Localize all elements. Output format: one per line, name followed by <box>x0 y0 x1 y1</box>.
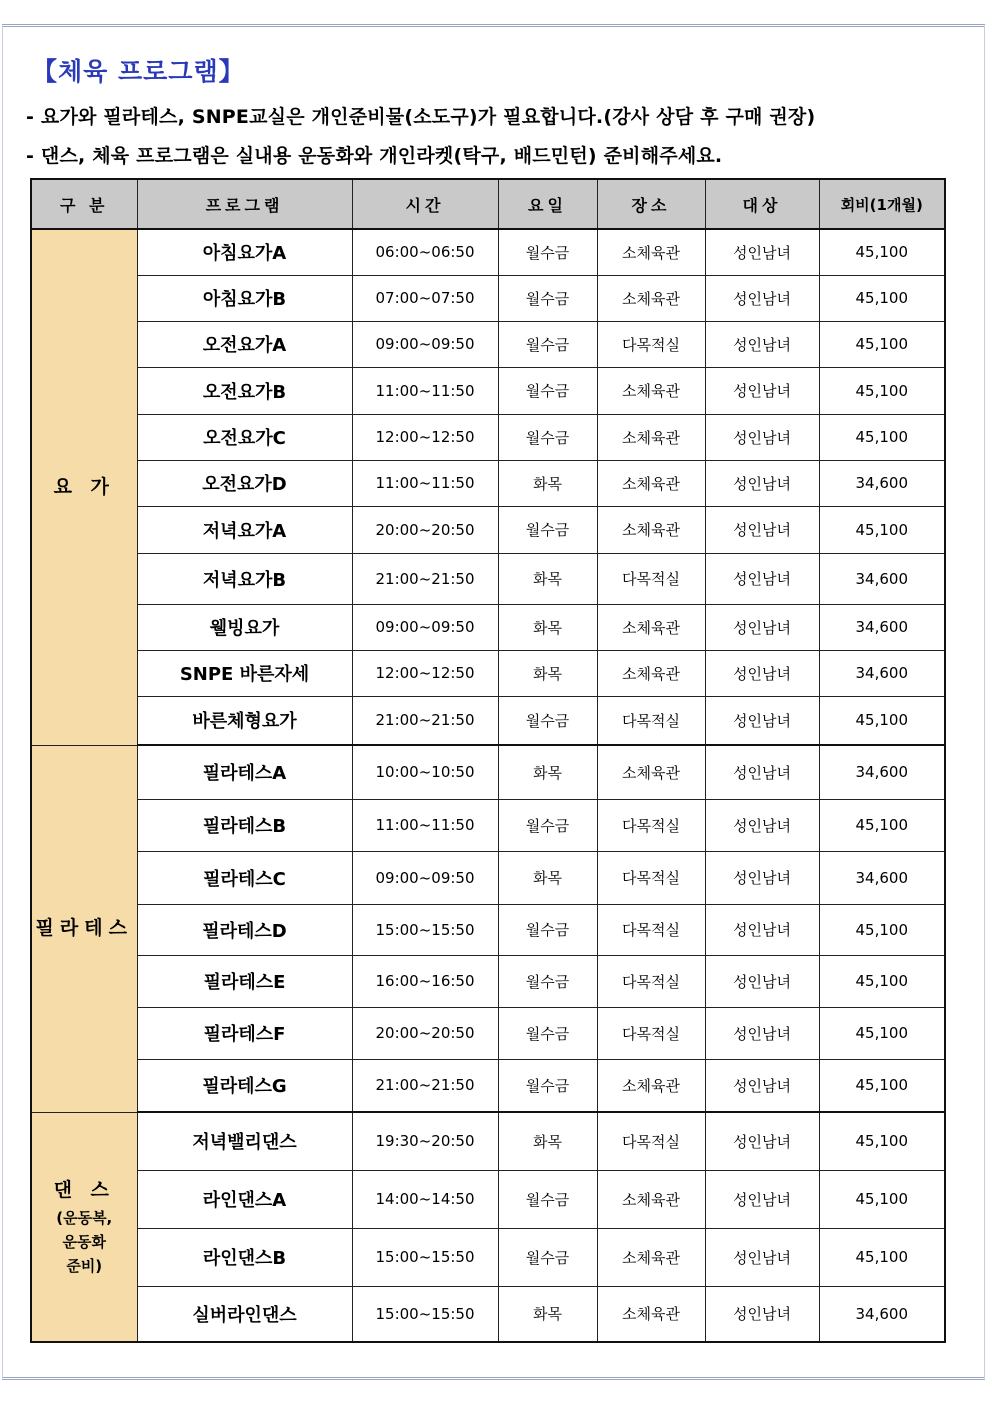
program-place: 다목적실 <box>597 799 705 851</box>
program-day: 월수금 <box>498 799 597 851</box>
program-day: 월수금 <box>498 1059 597 1112</box>
header-place: 장소 <box>597 179 705 229</box>
program-place: 다목적실 <box>597 1007 705 1059</box>
program-time: 19:30~20:50 <box>352 1112 498 1170</box>
program-place: 소체육관 <box>597 604 705 650</box>
program-target: 성인남녀 <box>705 367 819 414</box>
program-name: 필라테스D <box>137 904 352 955</box>
program-place: 소체육관 <box>597 1228 705 1286</box>
header-fee: 회비(1개월) <box>819 179 945 229</box>
table-row <box>31 1286 945 1342</box>
program-fee: 34,600 <box>819 851 945 904</box>
program-target: 성인남녀 <box>705 851 819 904</box>
category-note: 운동화 <box>62 1233 106 1252</box>
program-name: 필라테스C <box>137 851 352 904</box>
program-name: 실버라인댄스 <box>137 1286 352 1342</box>
program-fee: 45,100 <box>819 904 945 955</box>
note-shoes: - 댄스, 체육 프로그램은 실내용 운동화와 개인라켓(탁구, 배드민턴) 준비해주세요. <box>26 145 723 167</box>
program-target: 성인남녀 <box>705 506 819 553</box>
program-fee: 45,100 <box>819 1007 945 1059</box>
category-note: 준비) <box>66 1257 103 1276</box>
page-title: 【체육 프로그램】 <box>32 57 245 86</box>
program-target: 성인남녀 <box>705 1170 819 1228</box>
program-place: 소체육관 <box>597 460 705 506</box>
program-time: 16:00~16:50 <box>352 955 498 1007</box>
program-place: 다목적실 <box>597 851 705 904</box>
program-place: 다목적실 <box>597 321 705 367</box>
table-row <box>31 321 945 367</box>
program-time: 12:00~12:50 <box>352 650 498 696</box>
program-fee: 45,100 <box>819 1059 945 1112</box>
program-place: 다목적실 <box>597 1112 705 1170</box>
program-target: 성인남녀 <box>705 1286 819 1342</box>
table-row <box>31 904 945 955</box>
program-place: 소체육관 <box>597 414 705 460</box>
category-cell <box>31 745 137 1112</box>
header-program: 프로그램 <box>137 179 352 229</box>
program-place: 다목적실 <box>597 696 705 745</box>
program-target: 성인남녀 <box>705 229 819 275</box>
program-day: 월수금 <box>498 696 597 745</box>
note-supplies: - 요가와 필라테스, SNPE교실은 개인준비물(소도구)가 필요합니다.(강사 상담 후 구매 권장) <box>26 106 816 128</box>
program-fee: 34,600 <box>819 460 945 506</box>
program-target: 성인남녀 <box>705 1228 819 1286</box>
program-time: 12:00~12:50 <box>352 414 498 460</box>
program-fee: 45,100 <box>819 799 945 851</box>
program-place: 소체육관 <box>597 275 705 321</box>
program-day: 화목 <box>498 851 597 904</box>
program-time: 15:00~15:50 <box>352 1228 498 1286</box>
program-time: 11:00~11:50 <box>352 460 498 506</box>
program-target: 성인남녀 <box>705 1059 819 1112</box>
program-day: 월수금 <box>498 904 597 955</box>
program-fee: 45,100 <box>819 414 945 460</box>
program-fee: 45,100 <box>819 696 945 745</box>
table-row <box>31 799 945 851</box>
program-day: 화목 <box>498 604 597 650</box>
table-row <box>31 745 945 799</box>
program-place: 다목적실 <box>597 904 705 955</box>
program-target: 성인남녀 <box>705 1112 819 1170</box>
table-row <box>31 1007 945 1059</box>
program-name: 필라테스F <box>137 1007 352 1059</box>
program-fee: 45,100 <box>819 367 945 414</box>
program-name: 웰빙요가 <box>137 604 352 650</box>
header-time: 시간 <box>352 179 498 229</box>
program-day: 월수금 <box>498 367 597 414</box>
program-target: 성인남녀 <box>705 604 819 650</box>
header-target: 대상 <box>705 179 819 229</box>
category-label: 필라테스 <box>35 917 133 939</box>
program-time: 09:00~09:50 <box>352 604 498 650</box>
program-fee: 45,100 <box>819 275 945 321</box>
program-time: 14:00~14:50 <box>352 1170 498 1228</box>
table-row <box>31 275 945 321</box>
program-name: 저녁요가B <box>137 553 352 604</box>
program-name: 아침요가A <box>137 229 352 275</box>
program-fee: 45,100 <box>819 229 945 275</box>
program-time: 10:00~10:50 <box>352 745 498 799</box>
program-place: 소체육관 <box>597 229 705 275</box>
program-target: 성인남녀 <box>705 414 819 460</box>
program-name: 필라테스A <box>137 745 352 799</box>
program-name: 오전요가C <box>137 414 352 460</box>
program-place: 소체육관 <box>597 745 705 799</box>
program-fee: 45,100 <box>819 1170 945 1228</box>
program-day: 월수금 <box>498 321 597 367</box>
program-name: 라인댄스A <box>137 1170 352 1228</box>
program-name: 필라테스E <box>137 955 352 1007</box>
program-day: 화목 <box>498 650 597 696</box>
header-day: 요일 <box>498 179 597 229</box>
program-target: 성인남녀 <box>705 1007 819 1059</box>
program-target: 성인남녀 <box>705 696 819 745</box>
program-name: 오전요가D <box>137 460 352 506</box>
program-target: 성인남녀 <box>705 955 819 1007</box>
table-row <box>31 955 945 1007</box>
program-place: 소체육관 <box>597 1286 705 1342</box>
program-fee: 45,100 <box>819 506 945 553</box>
program-fee: 34,600 <box>819 745 945 799</box>
table-row <box>31 650 945 696</box>
program-place: 다목적실 <box>597 553 705 604</box>
program-fee: 34,600 <box>819 650 945 696</box>
program-name: 필라테스B <box>137 799 352 851</box>
table-row <box>31 367 945 414</box>
program-name: 바른체형요가 <box>137 696 352 745</box>
program-fee: 45,100 <box>819 1228 945 1286</box>
table-header <box>31 179 945 229</box>
program-fee: 34,600 <box>819 604 945 650</box>
program-day: 월수금 <box>498 1007 597 1059</box>
program-target: 성인남녀 <box>705 650 819 696</box>
program-name: 오전요가A <box>137 321 352 367</box>
program-table <box>30 178 946 1343</box>
program-day: 월수금 <box>498 1170 597 1228</box>
program-time: 21:00~21:50 <box>352 696 498 745</box>
program-time: 20:00~20:50 <box>352 1007 498 1059</box>
header-category: 구 분 <box>31 179 137 229</box>
program-day: 월수금 <box>498 275 597 321</box>
program-time: 15:00~15:50 <box>352 904 498 955</box>
program-name: 아침요가B <box>137 275 352 321</box>
program-place: 소체육관 <box>597 506 705 553</box>
program-place: 소체육관 <box>597 650 705 696</box>
program-time: 20:00~20:50 <box>352 506 498 553</box>
program-day: 화목 <box>498 1112 597 1170</box>
program-time: 11:00~11:50 <box>352 367 498 414</box>
table-body <box>31 229 945 1342</box>
program-time: 09:00~09:50 <box>352 321 498 367</box>
program-time: 15:00~15:50 <box>352 1286 498 1342</box>
program-target: 성인남녀 <box>705 799 819 851</box>
program-day: 화목 <box>498 553 597 604</box>
program-fee: 45,100 <box>819 321 945 367</box>
program-target: 성인남녀 <box>705 553 819 604</box>
program-fee: 34,600 <box>819 1286 945 1342</box>
category-cell <box>31 1112 137 1342</box>
program-target: 성인남녀 <box>705 460 819 506</box>
table-row <box>31 1112 945 1170</box>
program-day: 월수금 <box>498 955 597 1007</box>
category-note: (운동복, <box>56 1209 113 1228</box>
program-name: 필라테스G <box>137 1059 352 1112</box>
table-row <box>31 1059 945 1112</box>
table-row <box>31 506 945 553</box>
table-row <box>31 414 945 460</box>
program-time: 21:00~21:50 <box>352 1059 498 1112</box>
category-cell <box>31 229 137 745</box>
program-fee: 45,100 <box>819 955 945 1007</box>
program-place: 다목적실 <box>597 955 705 1007</box>
program-name: 오전요가B <box>137 367 352 414</box>
program-day: 월수금 <box>498 414 597 460</box>
program-target: 성인남녀 <box>705 275 819 321</box>
program-name: 저녁밸리댄스 <box>137 1112 352 1170</box>
program-time: 09:00~09:50 <box>352 851 498 904</box>
table-row <box>31 1170 945 1228</box>
program-day: 화목 <box>498 745 597 799</box>
table-row <box>31 1228 945 1286</box>
program-time: 21:00~21:50 <box>352 553 498 604</box>
program-day: 화목 <box>498 1286 597 1342</box>
table-row <box>31 553 945 604</box>
program-place: 소체육관 <box>597 367 705 414</box>
program-day: 월수금 <box>498 506 597 553</box>
table-row <box>31 851 945 904</box>
program-name: 라인댄스B <box>137 1228 352 1286</box>
program-fee: 45,100 <box>819 1112 945 1170</box>
program-target: 성인남녀 <box>705 745 819 799</box>
program-time: 07:00~07:50 <box>352 275 498 321</box>
table-row <box>31 696 945 745</box>
table-row <box>31 460 945 506</box>
program-day: 월수금 <box>498 229 597 275</box>
program-name: 저녁요가A <box>137 506 352 553</box>
program-name: SNPE 바른자세 <box>137 650 352 696</box>
program-place: 소체육관 <box>597 1170 705 1228</box>
program-fee: 34,600 <box>819 553 945 604</box>
program-time: 11:00~11:50 <box>352 799 498 851</box>
program-target: 성인남녀 <box>705 904 819 955</box>
program-day: 월수금 <box>498 1228 597 1286</box>
program-day: 화목 <box>498 460 597 506</box>
table-row <box>31 229 945 275</box>
category-label: 댄 스 <box>53 1179 115 1202</box>
table-row <box>31 604 945 650</box>
program-place: 소체육관 <box>597 1059 705 1112</box>
program-target: 성인남녀 <box>705 321 819 367</box>
category-label: 요 가 <box>53 475 115 498</box>
program-time: 06:00~06:50 <box>352 229 498 275</box>
